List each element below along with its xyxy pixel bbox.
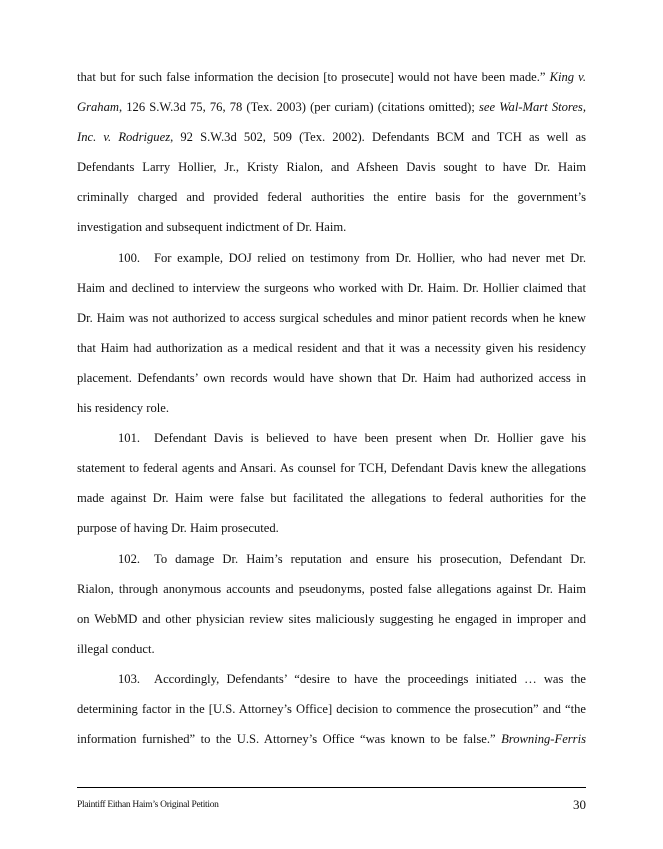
numbered-paragraph	[77, 664, 586, 754]
text-line: 100. For example, DOJ relied on testimony from Dr. Hollier, who had never met Dr.	[77, 243, 586, 273]
text-line: Inc. v. Rodriguez, 92 S.W.3d 502, 509 (Tex. 2002). Defendants BCM and TCH as well as	[77, 130, 586, 145]
text-line: 102. To damage Dr. Haim’s reputation and ensure his prosecution, Defendant Dr.	[77, 544, 586, 574]
text-line: Dr. Haim was not authorized to access surgical schedules and minor patient records when he knew	[77, 310, 586, 325]
numbered-paragraph	[77, 423, 586, 543]
page-number: 30	[573, 797, 586, 812]
footer-title: Plaintiff Eithan Haim’s Original Petition	[77, 800, 219, 810]
text-line: statement to federal agents and Ansari. As counsel for TCH, Defendant Davis knew the allegations	[77, 461, 586, 476]
numbered-paragraph	[77, 243, 586, 424]
text-line: Haim and declined to interview the surgeons who worked with Dr. Haim. Dr. Hollier claimed that	[77, 280, 586, 295]
text-line: placement. Defendants’ own records would have shown that Dr. Haim had authorized access in	[77, 370, 586, 385]
text-line: information furnished” to the U.S. Attorney’s Office “was known to be false.” Browning-Ferris	[77, 732, 586, 747]
text-line: 101. Defendant Davis is believed to have been present when Dr. Hollier gave his	[77, 423, 586, 453]
paragraph-number: 100.	[118, 250, 141, 265]
paragraph	[77, 62, 586, 243]
text-line: criminally charged and provided federal authorities the entire basis for the government’s	[77, 190, 586, 205]
paragraph-number: 101.	[118, 431, 141, 446]
text-line: determining factor in the [U.S. Attorney’s Office] decision to commence the prosecution” and “the	[77, 701, 586, 716]
text-line: illegal conduct.	[77, 641, 155, 656]
text-line: Defendants Larry Hollier, Jr., Kristy Rialon, and Afsheen Davis sought to have Dr. Haim	[77, 160, 586, 175]
text-line: on WebMD and other physician review sites maliciously suggesting he engaged in improper and	[77, 611, 586, 626]
paragraph-number: 102.	[118, 551, 141, 566]
text-line: that but for such false information the decision [to prosecute] would not have been made.” King v.	[77, 70, 586, 84]
text-line: Rialon, through anonymous accounts and pseudonyms, posted false allegations against Dr. Haim	[77, 581, 586, 596]
text-line: made against Dr. Haim were false but facilitated the allegations to federal authorities for the	[77, 491, 586, 506]
text-line: that Haim had authorization as a medical resident and that it was a necessity given his residency	[77, 340, 586, 355]
text-line: purpose of having Dr. Haim prosecuted.	[77, 521, 279, 536]
paragraph-number: 103.	[118, 671, 141, 686]
footer-divider	[77, 787, 586, 788]
text-line: 103. Accordingly, Defendants’ “desire to have the proceedings initiated … was the	[77, 664, 586, 694]
document-body	[77, 62, 586, 754]
text-line: Graham, 126 S.W.3d 75, 76, 78 (Tex. 2003) (per curiam) (citations omitted); see Wal-Mart Stores,	[77, 100, 586, 115]
text-line: investigation and subsequent indictment of Dr. Haim.	[77, 220, 347, 235]
numbered-paragraph	[77, 544, 586, 664]
text-line: his residency role.	[77, 401, 169, 416]
